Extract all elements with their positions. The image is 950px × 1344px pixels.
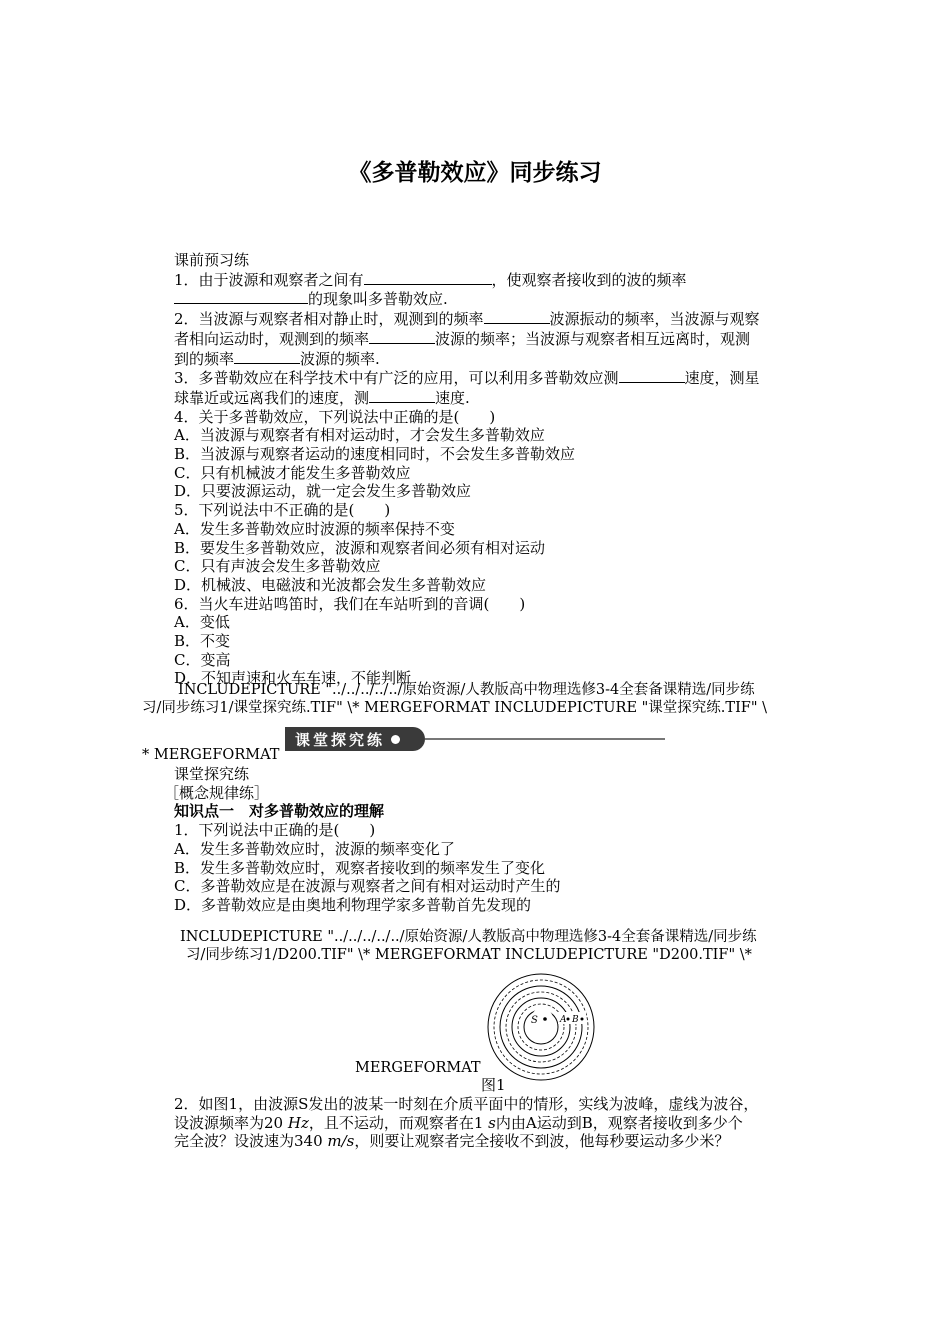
option-b: B．不变 xyxy=(174,632,231,651)
option-a: A．发生多普勒效应时，波源的频率变化了 xyxy=(174,839,455,858)
knowledge-point: 知识点一 对多普勒效应的理解 xyxy=(174,802,385,821)
option-a: A．变低 xyxy=(174,613,230,632)
field-code-text: 习/同步练习1/课堂探究练.TIF" \* MERGEFORMAT INCLUDEPICTURE "课堂探究练.TIF" \ xyxy=(142,700,768,716)
wave-circles-figure xyxy=(486,972,596,1082)
option-c: C．只有机械波才能发生多普勒效应 xyxy=(174,463,411,482)
point-a xyxy=(567,1018,570,1021)
question-3: 3．多普勒效应在科学技术中有广泛的应用，可以利用多普勒效应测 速度，测星 xyxy=(174,369,760,388)
preview-section: 课前预习练 1．由于波源和观察者之间有 ，使观察者接收到的波的频率 的现象叫多普勒效应. 2．当波源与观察者相对静止时，观测到的频率 波源振动的频率，当波源与观察 者相向运动时，观测到的频率 波源的频率；当波源与观察者相互远离时，观测 到的频率 波源的频率. 3．多普勒效应在科学技术中有广泛的应用，可以利用多普勒效应测 速度，测星 球靠近或远离我们的速度，测 速度. 4．关于多普勒效应，下列说法中正确的是( ) A．当波源与观察者有相对运动时，才会发生多普勒效应 B．当波源与观察者运动的速度相同时，不会发生多普勒效应 C．只有机械波才能发生多普勒效应 D．只要波源运动，就一定会发生多普勒效应 5．下列说法中不正确的是( ) A．发生多普勒效应时波源的频率保持不变 B．要发生多普勒效应，波源和观察者间必须有相对运动 C．只有声波会发生多普勒效应 D．机械波、电磁波和光波都会发生多普勒效应 6．当火车进站鸣笛时，我们在车站听到的音调( ) A．变低 B．不变 C．变高 D．不知声速和火车车速，不能判断 xyxy=(174,251,814,688)
field-code-text: MERGEFORMAT xyxy=(355,1060,481,1076)
option-a: A．当波源与观察者有相对运动时，才会发生多普勒效应 xyxy=(174,426,545,445)
answer-blank[interactable] xyxy=(619,368,685,383)
classroom-section xyxy=(164,765,814,915)
question-4: 4．关于多普勒效应，下列说法中正确的是( ) xyxy=(174,407,496,426)
option-a: A．发生多普勒效应时波源的频率保持不变 xyxy=(174,519,455,538)
answer-blank[interactable] xyxy=(364,270,492,285)
option-b: B．要发生多普勒效应，波源和观察者间必须有相对运动 xyxy=(174,538,546,557)
divider xyxy=(425,738,665,740)
option-c: C．多普勒效应是在波源与观察者之间有相对运动时产生的 xyxy=(174,877,561,896)
label-s: S xyxy=(531,1015,538,1026)
question-1: 1．由于波源和观察者之间有 ，使观察者接收到的波的频率 xyxy=(174,270,687,289)
answer-blank[interactable] xyxy=(369,329,435,344)
answer-blank[interactable] xyxy=(369,388,435,403)
source-point xyxy=(543,1017,547,1021)
field-code-text: INCLUDEPICTURE "../../../../../原始资源/人教版高中物理选修3-4全套备课精选/同步练 xyxy=(180,929,757,945)
answer-blank[interactable] xyxy=(174,289,308,304)
answer-blank[interactable] xyxy=(484,309,550,324)
label-a: A xyxy=(560,1015,567,1025)
page-title: 《多普勒效应》同步练习 xyxy=(348,160,602,186)
field-code-text: 习/同步练习1/D200.TIF" \* MERGEFORMAT INCLUDEPICTURE "D200.TIF" \* xyxy=(186,947,752,963)
question-5: 5．下列说法中不正确的是( ) xyxy=(174,501,391,520)
question-2: 2．如图1，由波源S发出的波某一时刻在介质平面中的情形，实线为波峰，虚线为波谷， xyxy=(174,1095,759,1113)
point-b xyxy=(581,1018,584,1021)
option-b: B．发生多普勒效应时，观察者接收到的频率发生了变化 xyxy=(174,858,546,877)
banner-dot-icon xyxy=(391,735,400,744)
option-d: D．只要波源运动，就一定会发生多普勒效应 xyxy=(174,482,472,501)
label-b: B xyxy=(572,1015,579,1025)
option-d: D．多普勒效应是由奥地利物理学家多普勒首先发现的 xyxy=(174,895,532,914)
question-2-block: 2．如图1，由波源S发出的波某一时刻在介质平面中的情形，实线为波峰，虚线为波谷， 设波源频率为20 Hz，且不运动，而观察者在1 s内由A运动到B，观察者接收到多少个 完全波？设波速为340 m/s，则要让观察者完全接收不到波，他每秒要运动多少米？ xyxy=(174,1095,814,1151)
option-c: C．只有声波会发生多普勒效应 xyxy=(174,557,381,576)
figure-caption: 图1 xyxy=(481,1076,506,1094)
section-heading: 课前预习练 xyxy=(174,251,250,269)
question-2: 2．当波源与观察者相对静止时，观测到的频率 波源振动的频率，当波源与观察 xyxy=(174,310,760,329)
option-b: B．当波源与观察者运动的速度相同时，不会发生多普勒效应 xyxy=(174,445,576,464)
section-banner: 课堂探究练 xyxy=(285,727,425,751)
sub-heading: ［概念规律练］ xyxy=(164,783,270,802)
field-code-text: INCLUDEPICTURE "../../../../../原始资源/人教版高中物理选修3-4全套备课精选/同步练 xyxy=(178,682,755,698)
answer-blank[interactable] xyxy=(234,349,300,364)
question-6: 6．当火车进站鸣笛时，我们在车站听到的音调( ) xyxy=(174,594,526,613)
field-code-text: * MERGEFORMAT xyxy=(142,747,280,763)
section-heading: 课堂探究练 xyxy=(174,765,250,783)
option-d: D．不知声速和火车车速，不能判断 xyxy=(174,669,412,688)
option-c: C．变高 xyxy=(174,650,231,669)
option-d: D．机械波、电磁波和光波都会发生多普勒效应 xyxy=(174,575,487,594)
question-1: 1．下列说法中正确的是( ) xyxy=(174,821,376,840)
